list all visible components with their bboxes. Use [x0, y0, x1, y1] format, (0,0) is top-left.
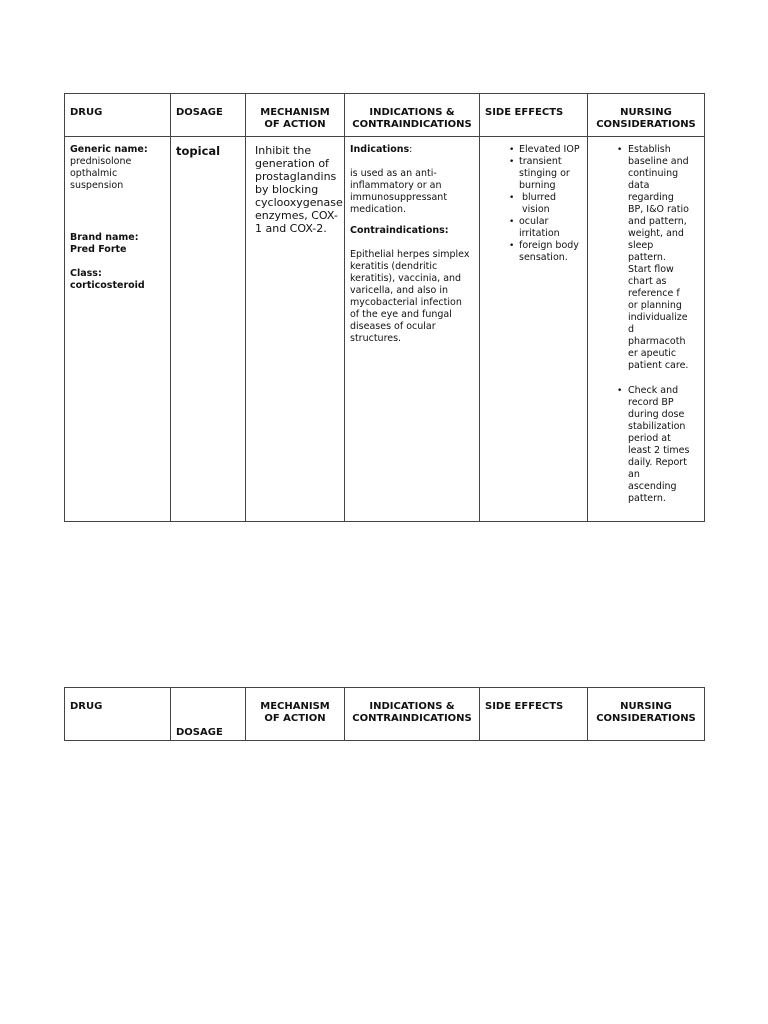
drug-table: [64, 93, 705, 522]
list-item: • ocular irritation: [519, 216, 581, 240]
indications-cell: [345, 137, 480, 521]
mechanism-cell: [246, 137, 345, 521]
drug-table-2: [64, 687, 705, 741]
table-header-row: [65, 94, 704, 137]
header-mechanism-2: MECHANISM OF ACTION: [246, 688, 345, 740]
dosage-value: topical: [176, 144, 221, 158]
header-mechanism: MECHANISM OF ACTION: [246, 94, 345, 136]
header-nursing: NURSING CONSIDERATIONS: [596, 107, 696, 130]
header-dosage: DOSAGE: [171, 94, 246, 136]
list-item: • transient stinging or burning: [519, 156, 581, 192]
header-dosage-2: DOSAGE: [171, 688, 246, 740]
brand-name-label: Brand name:: [70, 232, 139, 243]
nursing-cell: [588, 137, 704, 521]
list-item: • Elevated IOP: [519, 144, 581, 156]
indications-heading: [350, 144, 474, 156]
list-item: • Establish baseline and continuing data regarding BP, I&O ratio and pattern, weight, and sleep pattern. Start flow chart as reference f or planning individualized pharmacother apeutic patient care.: [623, 144, 691, 372]
indications-label: Indications: [350, 144, 410, 155]
drug-cell: [65, 137, 171, 521]
side-effects-cell: [480, 137, 588, 521]
list-item: • blurred vision: [519, 192, 581, 216]
contraindications-label: Contraindications:: [350, 225, 449, 236]
header-drug-2: DRUG: [65, 688, 171, 740]
generic-name-label: Generic name:: [70, 144, 148, 155]
indications-colon: :: [409, 144, 413, 155]
class-label: Class:: [70, 268, 102, 279]
brand-name-value: Pred Forte: [70, 244, 127, 255]
indications-text: is used as an anti-inflammatory or an immunosuppressant medication.: [350, 168, 448, 215]
generic-name-value: prednisolone opthalmic suspension: [70, 156, 132, 191]
list-item: • foreign body sensation.: [519, 240, 581, 264]
header-side-effects-2: SIDE EFFECTS: [480, 688, 588, 740]
dosage-cell: [171, 137, 246, 521]
nursing-list: [593, 144, 691, 505]
class-value: corticosteroid: [70, 280, 145, 291]
contraindications-text: Epithelial herpes simplex keratitis (dendritic keratitis), vaccinia, and varicella, and also in mycobacterial infection of the eye and fungal diseases of ocular structures.: [350, 249, 470, 344]
header-indications: INDICATIONS & CONTRAINDICATIONS: [345, 94, 480, 136]
mechanism-text: Inhibit the generation of prostaglandins by blocking cyclooxygenase enzymes, COX-1 and COX-2.: [255, 144, 343, 235]
table-body-row: [65, 137, 704, 521]
header-drug: DRUG: [65, 94, 171, 136]
header-indications-2: INDICATIONS & CONTRAINDICATIONS: [345, 688, 480, 740]
list-item: • Check and record BP during dose stabilization period at least 2 times daily. Report an ascending pattern.: [623, 385, 691, 505]
header-nursing-2: NURSING CONSIDERATIONS: [596, 701, 696, 724]
header-side-effects: SIDE EFFECTS: [480, 94, 588, 136]
side-effects-list: [485, 144, 581, 264]
